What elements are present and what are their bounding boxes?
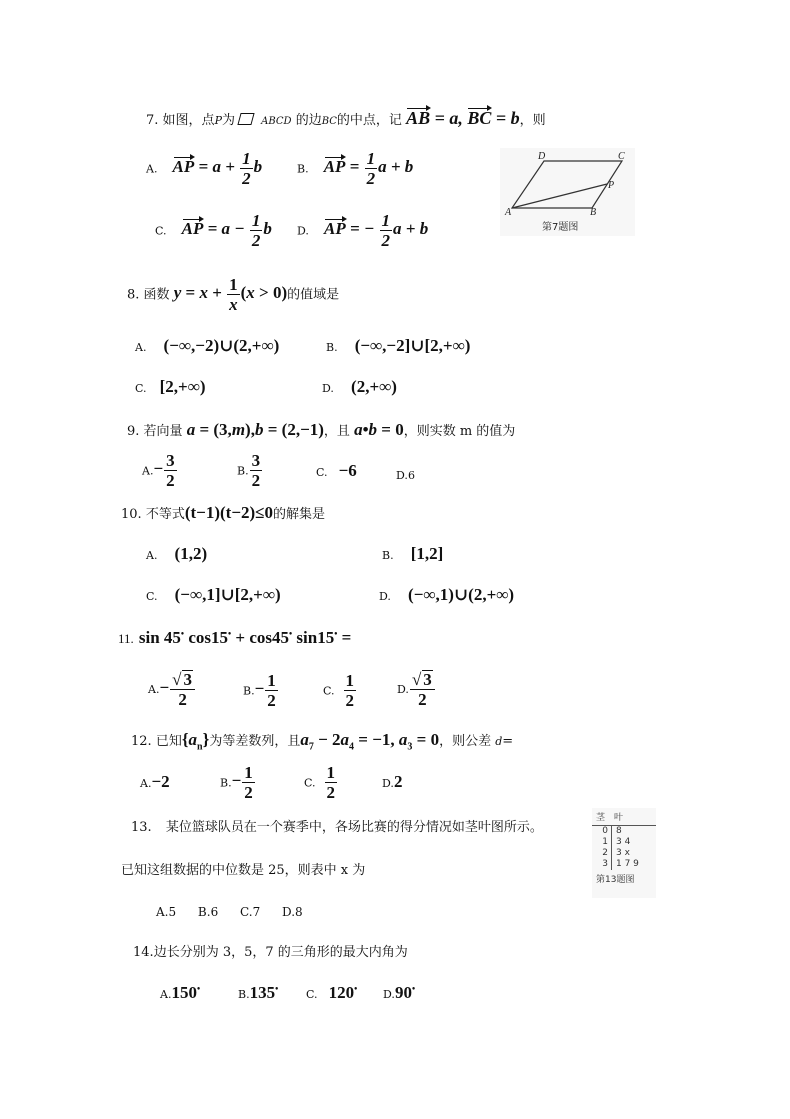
q11-option-c[interactable]: C. $\frac{1}{2}$ [323, 671, 355, 710]
q8-option-b[interactable]: B. (−∞,−2]∪[2,+∞) [326, 336, 471, 355]
vertex-p: P [608, 180, 615, 191]
q8-option-d[interactable]: D. (2,+∞) [322, 377, 397, 396]
q7-option-d[interactable]: D. AP = − $\frac{1}{2}$ a + b [297, 211, 429, 250]
q7-given: AB = a, BC = b [406, 108, 520, 128]
vertex-c: C [618, 151, 625, 162]
q12-stem: 12. 已知$\{a_n\}$为等差数列，且$a_7 - 2a_4 = -1$, $a_3 = 0$，则公差 d= [131, 730, 514, 753]
q9-option-a[interactable]: A.− $\frac{3}{2}$ [142, 451, 175, 490]
q14-option-b[interactable]: B.135• [238, 983, 279, 1002]
q7-stem: 7. 如图，点P为 ABCD 的边BC的中点，记 AB = a, BC = b，则 [146, 108, 546, 128]
q14-option-d[interactable]: D.90• [383, 983, 416, 1002]
q7-option-c[interactable]: C. AP = a − $\frac{1}{2}$ b [155, 211, 272, 250]
q12-option-d[interactable]: D.2 [382, 772, 403, 791]
q8-option-a[interactable]: A. (−∞,−2)∪(2,+∞) [135, 336, 280, 355]
vertex-a: A [505, 207, 512, 218]
q13-table-caption: 第13题图 [596, 875, 635, 885]
q13-options[interactable]: A.5 B.6 C.7 D.8 [156, 905, 303, 919]
q7-figure [500, 148, 635, 236]
q10-stem: 10. 不等式(t−1)(t−2)≤0的解集是 [121, 503, 326, 522]
q7-option-b[interactable]: B. AP = $\frac{1}{2}$ a + b [297, 149, 414, 188]
q11-option-b[interactable]: B.− $\frac{1}{2}$ [243, 671, 276, 710]
q8-function: y = x + $\frac{1}{x}$ (x > 0) [173, 275, 288, 314]
q8-option-c[interactable]: C. [2,+∞) [135, 377, 206, 396]
q9-option-c[interactable]: C. −6 [316, 461, 357, 480]
q10-option-d[interactable]: D. (−∞,1)∪(2,+∞) [379, 585, 515, 604]
q9-option-b[interactable]: B. $\frac{3}{2}$ [237, 451, 261, 490]
q10-option-a[interactable]: A. (1,2) [146, 544, 208, 563]
q9-option-d[interactable]: D.6 [396, 469, 415, 482]
q14-option-a[interactable]: A.150• [160, 983, 201, 1002]
q14-stem: 14.边长分别为 3，5，7 的三角形的最大内角为 [133, 945, 408, 960]
parallelogram-icon [237, 113, 254, 125]
q9-stem: 9. 若向量 a = (3,m),b = (2,−1)，且 a•b = 0，则实数 m 的值为 [127, 420, 516, 439]
q8-stem: 8. 函数 y = x + $\frac{1}{x}$ (x > 0)的值域是 [127, 275, 340, 314]
q7-option-a[interactable]: A. AP = a + $\frac{1}{2}$ b [146, 149, 263, 188]
figure-caption: 第7题图 [542, 222, 579, 233]
vertex-d: D [538, 151, 546, 162]
q10-option-c[interactable]: C. (−∞,1]∪[2,+∞) [146, 585, 281, 604]
q10-option-b[interactable]: B. [1,2] [382, 544, 444, 563]
q11-option-d[interactable]: D. $\frac{√ 3}{2}$ [397, 670, 436, 708]
q12-option-b[interactable]: B.− $\frac{1}{2}$ [220, 763, 253, 802]
q12-option-c[interactable]: C. $\frac{1}{2}$ [304, 763, 336, 802]
q13-line2: 已知这组数据的中位数是 25，则表中 x 为 [121, 863, 366, 878]
vertex-b: B [590, 207, 597, 218]
q14-option-c[interactable]: C. 120• [306, 983, 358, 1002]
q11-stem: 11. sin 45• cos15• + cos45• sin15• = [118, 628, 352, 647]
q13-stem-leaf-table: 茎 叶 0 1 2 3 8 3 4 3 x 1 7 9 第13题图 [592, 808, 656, 898]
q13-line1: 13. 某位篮球队员在一个赛季中，各场比赛的得分情况如茎叶图所示。 [131, 820, 543, 835]
q12-option-a[interactable]: A.−2 [140, 772, 170, 791]
q7-number: 7. [146, 113, 159, 128]
q11-option-a[interactable]: A.− $\frac{√ 3}{2}$ [148, 670, 196, 708]
